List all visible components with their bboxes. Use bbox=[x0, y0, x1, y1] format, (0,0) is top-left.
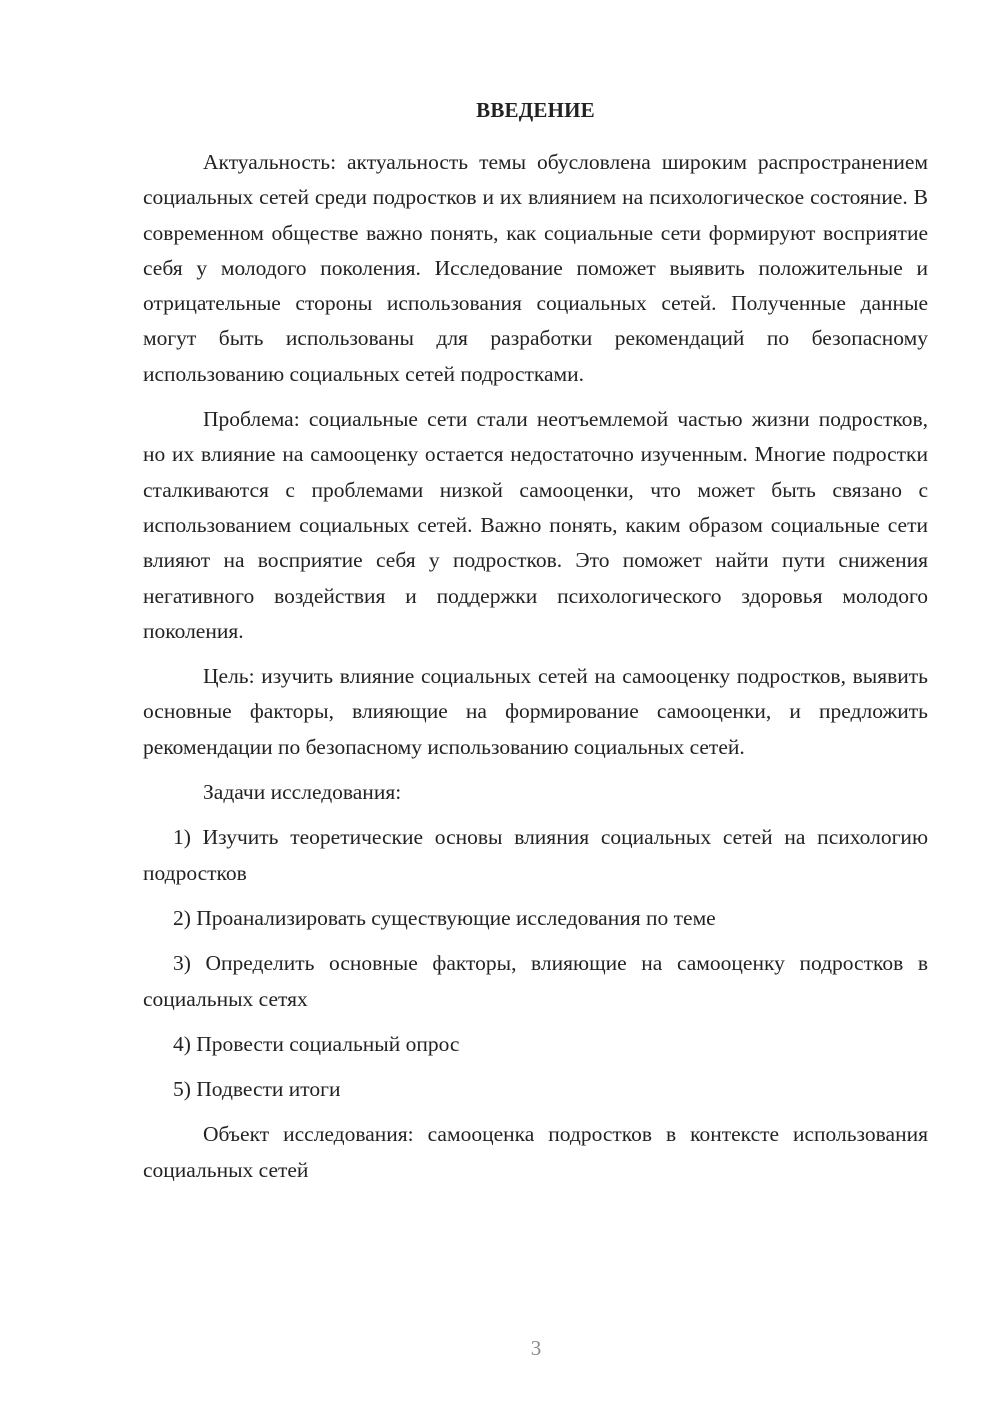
goal-paragraph: Цель: изучить влияние социальных сетей на самооценку подростков, выявить основные факторы, влияющие на формирование самооценки, и предложить рекомендации по безопасному использованию социальных сетей. bbox=[143, 664, 928, 759]
task-item-3: 3) Определить основные факторы, влияющие на самооценку подростков в социальных сетях bbox=[143, 951, 928, 1011]
section-heading: ВВЕДЕНИЕ bbox=[476, 98, 595, 122]
task-item-4: 4) Провести социальный опрос bbox=[173, 1031, 460, 1056]
task-item-1: 1) Изучить теоретические основы влияния социальных сетей на психологию подростков bbox=[143, 825, 928, 885]
document-page bbox=[143, 95, 928, 1198]
tasks-title: Задачи исследования: bbox=[203, 780, 402, 805]
relevance-paragraph: Актуальность: актуальность темы обусловлена широким распространением социальных сетей среди подростков и их влиянием на психологическое состояние. В современном обществе важно понять, как социальные сети формируют восприятие себя у молодого поколения. Исследование поможет выявить положительные и отрицательные стороны использования социальных сетей. Полученные данные могут быть использованы для разработки рекомендаций по безопасному использованию социальных сетей подростками. bbox=[143, 150, 928, 386]
page-number: 3 bbox=[530, 1336, 542, 1360]
task-item-2: 2) Проанализировать существующие исследования по теме bbox=[173, 905, 716, 930]
object-paragraph: Объект исследования: самооценка подростков в контексте использования социальных сетей bbox=[143, 1122, 928, 1182]
problem-paragraph: Проблема: социальные сети стали неотъемлемой частью жизни подростков, но их влияние на самооценку остается недостаточно изученным. Многие подростки сталкиваются с проблемами низкой самооценки, что может быть связано с использованием социальных сетей. Важно понять, каким образом социальные сети влияют на восприятие себя у подростков. Это поможет найти пути снижения негативного воздействия и поддержки психологического здоровья молодого поколения. bbox=[143, 407, 928, 643]
task-item-5: 5) Подвести итоги bbox=[173, 1077, 341, 1102]
